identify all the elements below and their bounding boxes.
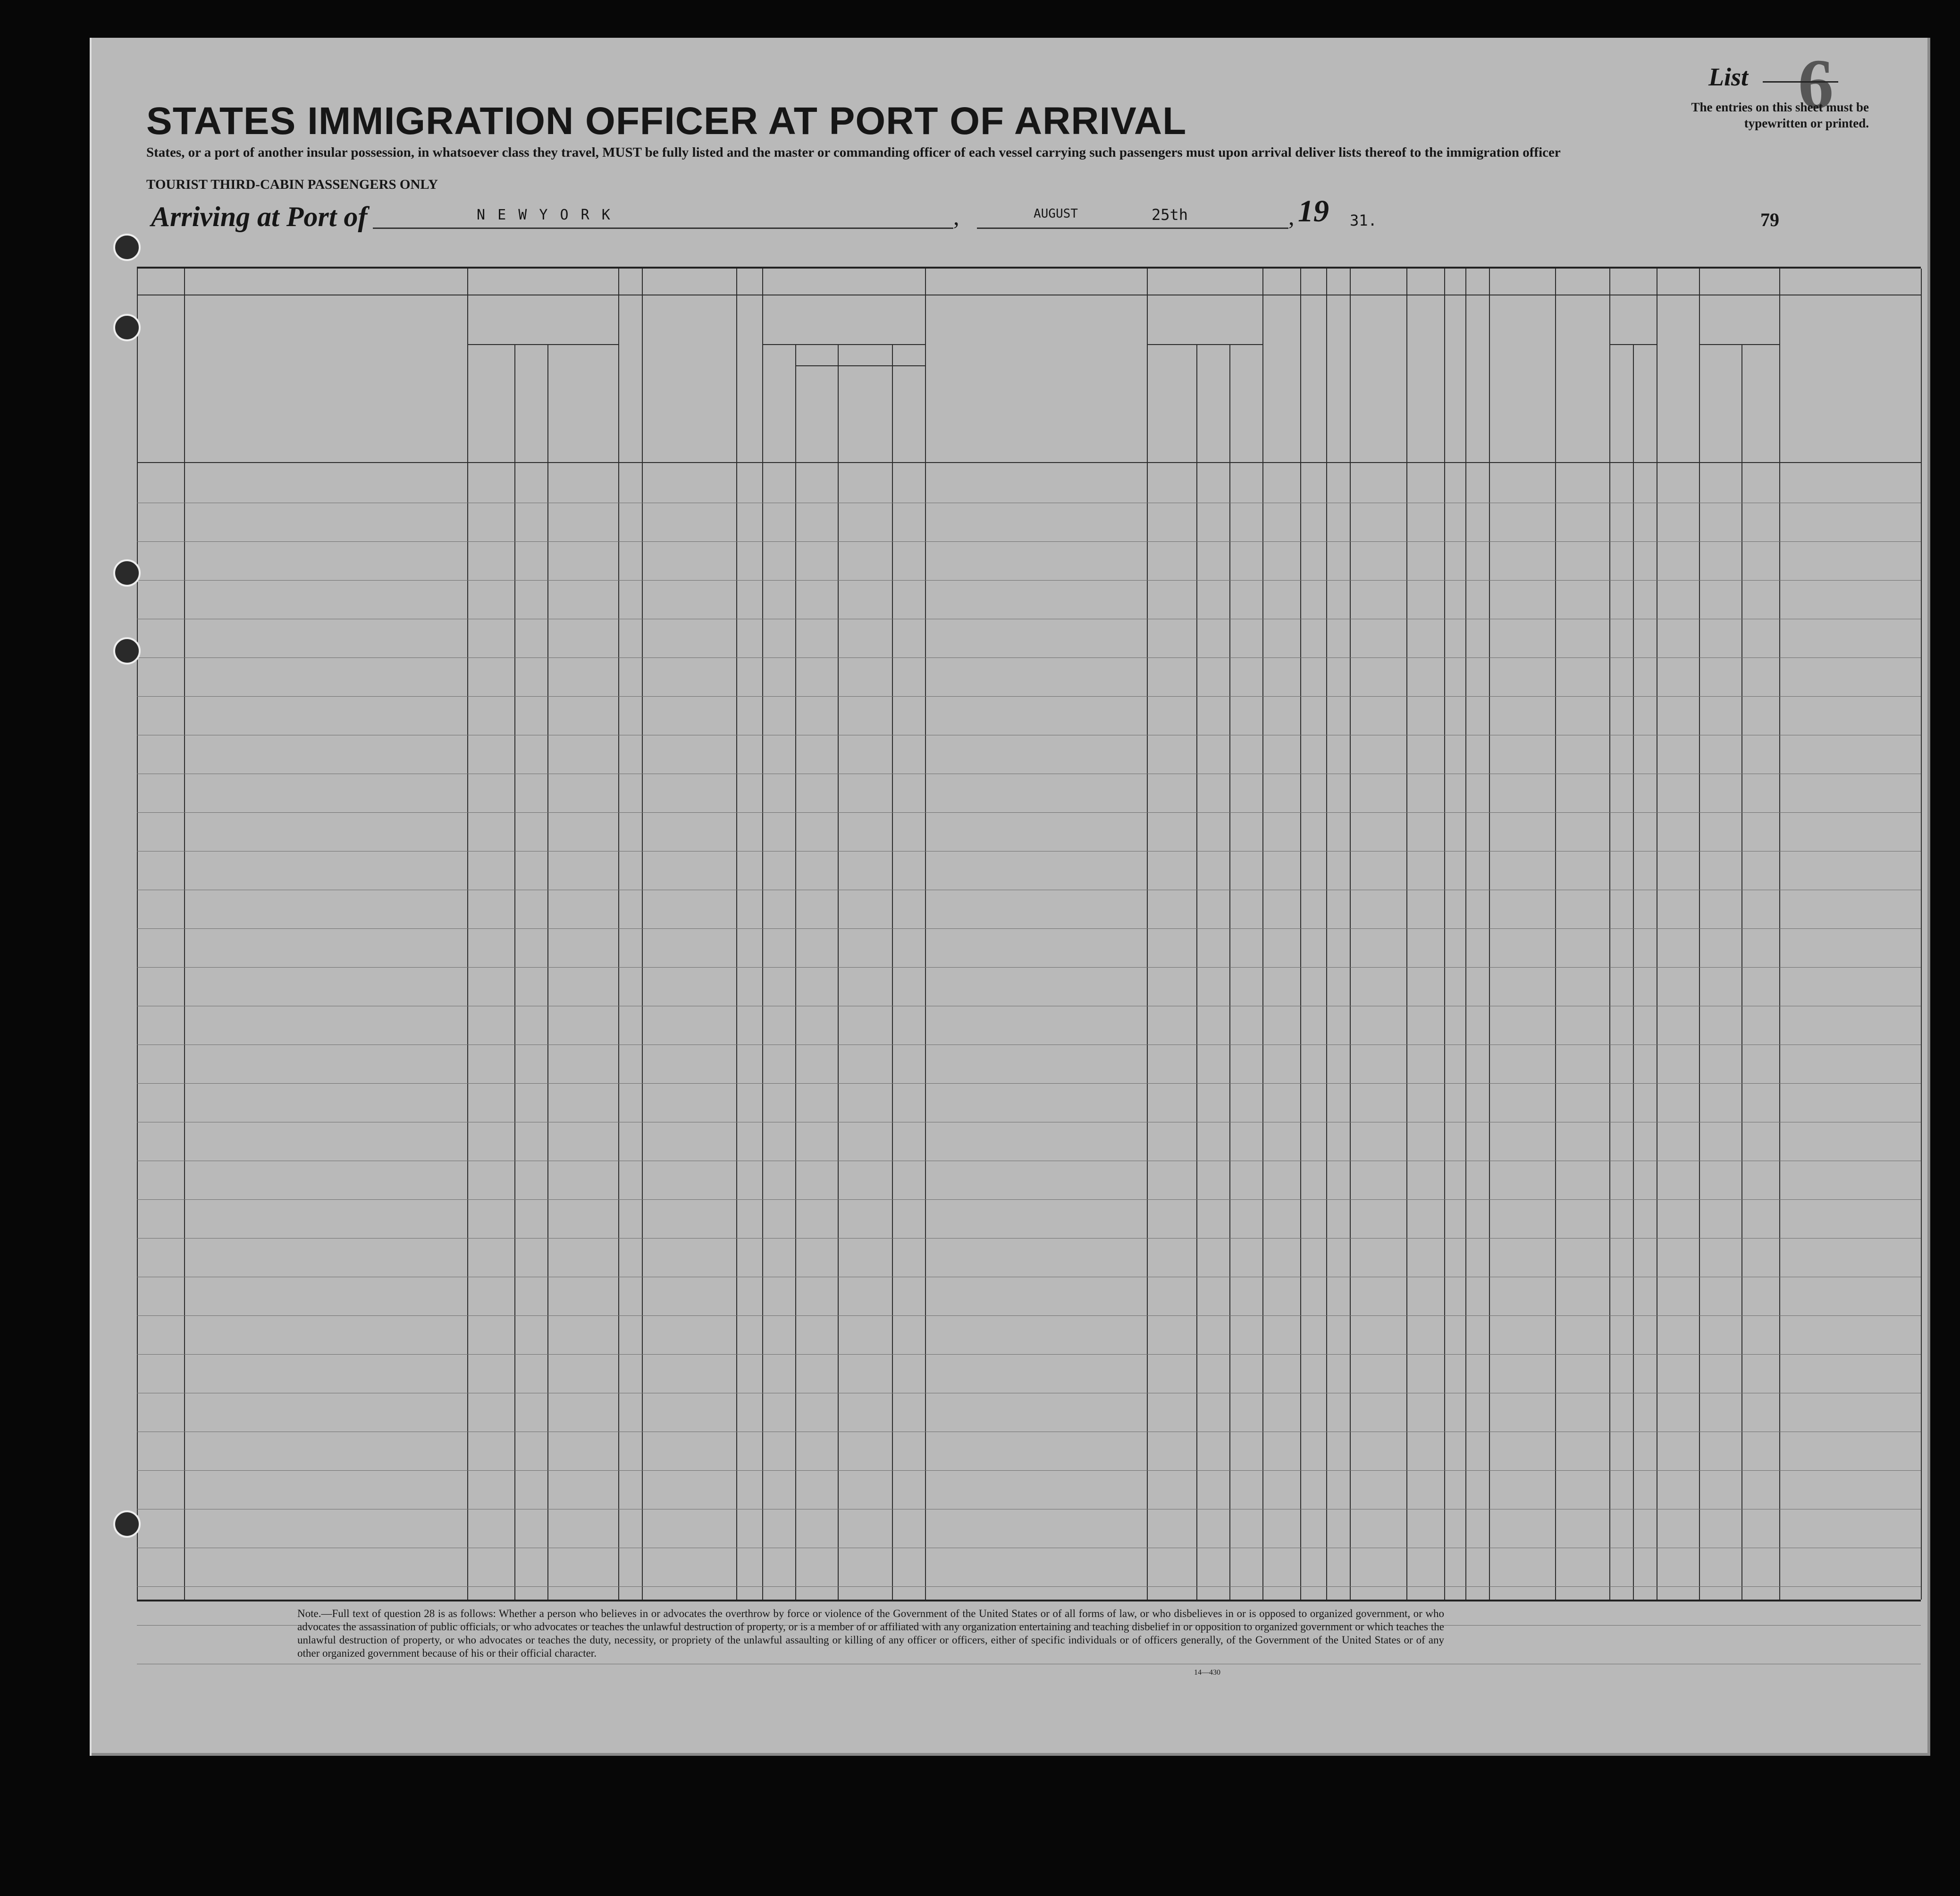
page-number: 79 [1760,209,1779,230]
arrival-day: 25th [1152,206,1188,224]
manifest-table [137,267,1921,1601]
table-row [137,1512,1921,1551]
table-row [137,1318,1921,1357]
table-row [137,1047,1921,1086]
table-row [137,1125,1921,1163]
header-height-sub [1633,401,1657,448]
form-number: 14—430 [1194,1668,1220,1677]
table-row [137,1241,1921,1280]
list-fill-line [1763,81,1838,83]
port-value: N E W Y O R K [477,207,612,223]
group-divider [762,344,925,345]
manifest-sheet [90,38,1930,1756]
header-divider [137,462,1921,463]
table-row [137,776,1921,815]
table-row [137,1202,1921,1241]
year-prefix: 19 [1298,194,1329,228]
header-purpose-sub [1147,349,1196,457]
group-divider [467,344,618,345]
sheet-edge [90,38,92,1756]
table-row [137,1163,1921,1202]
table-row [137,699,1921,738]
table-row [137,738,1921,776]
header-ticket [618,302,642,457]
table-row [137,815,1921,854]
group-divider [795,365,925,366]
punch-hole [113,1510,141,1538]
header-question-25 [1262,299,1300,457]
table-row [137,1396,1921,1434]
header-question-26 [1300,299,1326,457]
table-row [137,1434,1921,1473]
column-divider [1921,269,1922,1600]
date-fill-line [977,203,1288,229]
instructions-text: States, or a port of another insular possession, in whatsoever class they travel, MUST be fully listed and the master or commanding officer of each vessel carrying such passengers must upon arrival deliver lists thereof to the immigration officer [146,145,1561,160]
group-divider [1609,344,1657,345]
header-question-27 [1326,299,1350,457]
table-row [137,1551,1921,1589]
separator: , [1288,203,1295,230]
page-title: STATES IMMIGRATION OFFICER AT PORT OF ARRIVAL [146,100,1187,143]
question-28-footnote: Note.—Full text of question 28 is as follows: Whether a person who believes in or advocates the overthrow by force or violence of the Government of the United States or of all forms of law, or who disbelieves in or is opposed to organized government, or who advocates the assassination of public officials, or who advocates or teaches the unlawful destruction of property, or is a member of or affiliated with any organization entertaining and teaching disbelief in or opposition to organized government or which teaches the unlawful destruction of property, or who advocates or teaches the duty, necessity, or propriety of the unlawful assaulting or killing of any officer or officers, either of specific individuals or of officers generally, of the Government of the United States or of any other organized government because of his or their official character. [297,1608,1444,1659]
table-row [137,622,1921,660]
header-height-sub [1609,401,1633,448]
punch-hole [113,637,141,665]
table-row [137,467,1921,506]
header-question-30 [1444,299,1465,457]
table-row [137,931,1921,970]
table-row [137,544,1921,583]
arriving-label: Arriving at Port of [151,201,368,232]
table-row [137,893,1921,931]
arrival-month: AUGUST [1034,207,1078,221]
separator: , [953,203,959,230]
typewriter-note: The entries on this sheet must be typewritten or printed. [1691,100,1869,130]
header-question-28 [1350,299,1406,457]
header-question-29 [1406,299,1444,457]
table-row [137,970,1921,1009]
header-purpose-sub [1229,349,1262,457]
header-money [736,302,762,457]
punch-hole [113,314,141,341]
table-row [137,1357,1921,1396]
group-divider [1147,344,1262,345]
header-purpose-sub [1196,349,1229,457]
table-row [137,660,1921,699]
table-row [137,506,1921,544]
list-label: List [1708,63,1749,91]
passenger-class-label: TOURIST THIRD-CABIN PASSENGERS ONLY [146,177,438,192]
table-row [137,1009,1921,1047]
punch-hole [113,234,141,261]
table-row [137,854,1921,893]
port-fill-line [373,203,953,229]
punch-hole [113,559,141,587]
table-row [137,1280,1921,1318]
table-row [137,1086,1921,1125]
year-suffix: 31. [1350,211,1377,229]
table-row [137,1473,1921,1512]
group-divider [1699,344,1779,345]
list-number: 6 [1798,45,1834,123]
header-question-31 [1465,299,1489,457]
table-row [137,583,1921,622]
